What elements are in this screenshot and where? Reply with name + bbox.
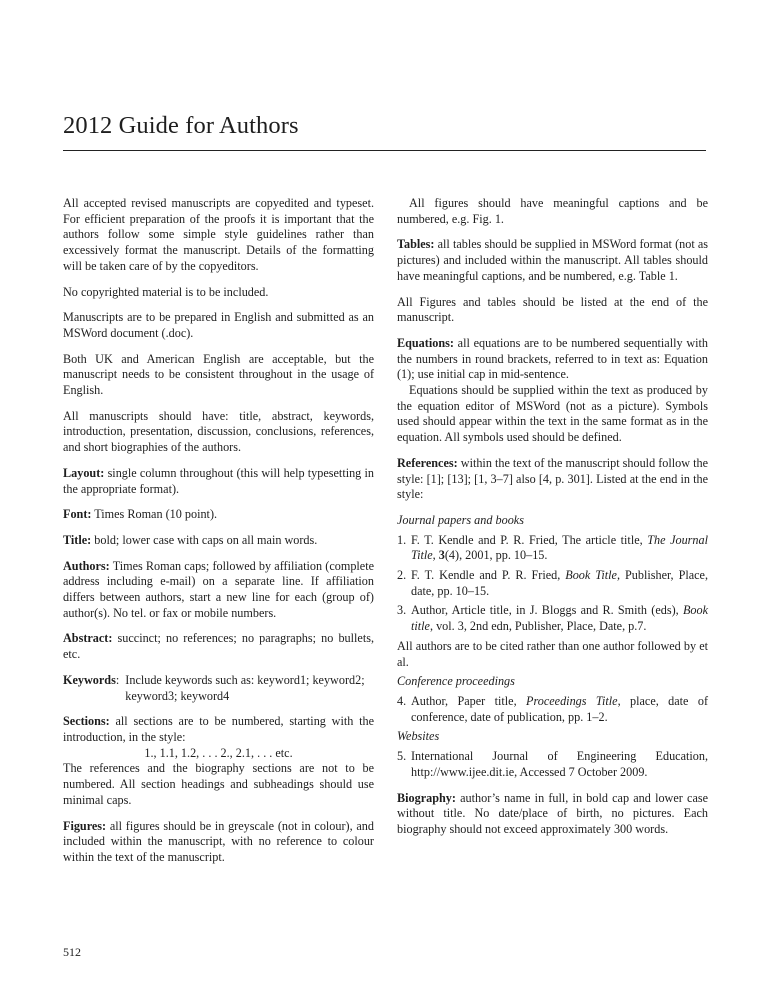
structure-paragraph: All manuscripts should have: title, abstract, keywords, introduction, presentation, discussion, conclusions, references, and short biographies of the authors. — [63, 408, 374, 455]
reference-item — [397, 749, 708, 780]
abstract-label: Abstract: — [63, 631, 113, 646]
reference-item — [397, 533, 708, 564]
authors-paragraph — [63, 559, 374, 622]
reference-number: 1. — [397, 532, 407, 547]
reference-number: 5. — [397, 749, 407, 764]
reference-text — [411, 568, 708, 599]
ref2-authors: F. T. Kendle and P. R. Fried, — [411, 568, 561, 583]
etal-paragraph: All authors are to be cited rather than one author followed by et al. — [397, 638, 708, 669]
tables-label: Tables: — [397, 237, 435, 252]
abstract-text: succinct; no references; no paragraphs; no bullets, etc. — [63, 631, 375, 662]
figures-paragraph — [63, 819, 374, 866]
keywords-text: Include keywords such as: keyword1; keyword2; keyword3; keyword4 — [125, 672, 365, 703]
keywords-label: Keywords — [63, 672, 116, 687]
biography-paragraph — [397, 791, 708, 838]
reference-text — [411, 533, 708, 564]
keywords-paragraph — [63, 673, 374, 704]
left-column — [63, 196, 374, 876]
reference-number: 3. — [397, 603, 407, 618]
figures-label: Figures: — [63, 818, 107, 833]
reference-item — [397, 694, 708, 725]
reference-text: International Journal of Engineering Education, http://www.ijee.dit.ie, Accessed 7 October 2009. — [411, 749, 708, 779]
font-paragraph — [63, 507, 374, 523]
authors-label: Authors: — [63, 558, 110, 573]
reference-text — [411, 694, 708, 725]
sections-paragraph — [63, 714, 374, 745]
ref4-authors: Author, Paper title, — [411, 693, 517, 708]
sections-after-paragraph: The references and the biography sections are not to be numbered. All section headings and subheadings should use minimal caps. — [63, 761, 374, 807]
tables-text: all tables should be supplied in MSWord format (not as pictures) and included within the manuscript. All tables should have meaningful captions, and be numbered, e.g. Table 1. — [397, 237, 709, 283]
reference-number: 2. — [397, 568, 407, 583]
listed-paragraph: All Figures and tables should be listed at the end of the manuscript. — [397, 294, 708, 325]
figure-captions-paragraph: All figures should have meaningful captions and be numbered, e.g. Fig. 1. — [397, 196, 708, 226]
sections-label: Sections: — [63, 714, 110, 729]
layout-text: single column throughout (this will help typesetting in the appropriate format). — [63, 465, 374, 496]
reference-text — [411, 603, 708, 634]
ref1-journal: The Journal Title, — [411, 532, 708, 563]
title-paragraph — [63, 533, 374, 549]
keywords-separator: : — [115, 672, 126, 687]
conference-reference-list — [397, 694, 708, 725]
page-title: 2012 Guide for Authors — [63, 112, 299, 139]
equations-editor-paragraph: Equations should be supplied within the text as produced by the equation editor of MSWord (not as a picture). Symbols used should appear within the text in the same format as in the equation. All symbols used should be defined. — [397, 383, 708, 445]
title-text: bold; lower case with caps on all main words. — [94, 532, 318, 547]
layout-paragraph — [63, 466, 374, 497]
ref3-book-title: Book title — [411, 603, 708, 634]
ref1-details: (4), 2001, pp. 10–15. — [444, 548, 548, 563]
conference-subheading: Conference proceedings — [397, 674, 515, 689]
ref3-authors: Author, Article title, in J. Bloggs and R. Smith (eds), — [411, 603, 679, 618]
title-rule — [63, 150, 706, 151]
references-label: References: — [397, 455, 458, 470]
font-text: Times Roman (10 point). — [94, 507, 218, 522]
title-label: Title: — [63, 532, 92, 547]
figures-text: all figures should be in greyscale (not in colour), and included within the manuscript, with no reference to colour within the text of the manuscript. — [63, 818, 374, 864]
reference-number: 4. — [397, 693, 407, 708]
equations-text: all equations are to be numbered sequentially with the numbers in round brackets, referred to in text as: Equation (1); use initial cap in mid-sentence. — [397, 335, 709, 382]
reference-item — [397, 603, 708, 634]
biography-text: author’s name in full, in bold cap and lower case without title. No date/place of birth, no pictures. Each biography should not exceed approximately 300 words. — [397, 790, 709, 836]
ref4-details: , place, date of conference, date of publication, pp. 1–2. — [411, 693, 709, 724]
ref1-volume: 3 — [438, 548, 445, 563]
journal-reference-list — [397, 533, 708, 635]
references-paragraph — [397, 456, 708, 503]
websites-subheading: Websites — [397, 729, 440, 744]
page-number: 512 — [63, 945, 81, 959]
reference-item — [397, 568, 708, 599]
journal-subheading: Journal papers and books — [397, 512, 524, 527]
website-reference-list — [397, 749, 708, 780]
ref4-proceedings-title: Proceedings Title — [526, 693, 618, 708]
ref2-book-title: Book Title, — [565, 568, 621, 583]
references-text: within the text of the manuscript should follow the style: [1]; [13]; [1, 3–7] also [4, p. 301]. Listed at the end in the style: — [397, 455, 708, 502]
ref3-details: , vol. 3, 2nd edn, Publisher, Place, Date, p.7. — [429, 619, 647, 634]
english-paragraph: Both UK and American English are acceptable, but the manuscript needs to be consistent throughout in the usage of English. — [63, 351, 374, 398]
language-paragraph: Manuscripts are to be prepared in English and submitted as an MSWord document (.doc). — [63, 310, 374, 340]
tables-paragraph — [397, 237, 708, 284]
authors-text: Times Roman caps; followed by affiliation (complete address including e-mail) on a separate line. If affiliation differs between authors, start a new line for each (group of) author(s). No tel. or fax or mobile numbers. — [63, 558, 375, 620]
ref1-authors: F. T. Kendle and P. R. Fried, The article title, — [411, 532, 643, 547]
abstract-paragraph — [63, 631, 374, 662]
equations-paragraph — [397, 336, 708, 383]
copyright-paragraph: No copyrighted material is to be included. — [63, 284, 269, 299]
sections-example: 1., 1.1, 1.2, . . . 2., 2.1, . . . etc. — [144, 745, 293, 760]
sections-text: all sections are to be numbered, starting with the introduction, in the style: — [63, 714, 375, 744]
ref2-details: Publisher, Place, date, pp. 10–15. — [411, 568, 709, 598]
biography-label: Biography: — [397, 790, 456, 805]
intro-paragraph: All accepted revised manuscripts are copyedited and typeset. For efficient preparation of the proofs it is important that the authors follow some simple style guidelines rather than excessively format the manuscript. Details of the formatting will be taken care of by the copyeditors. — [63, 196, 374, 273]
font-label: Font: — [63, 507, 92, 522]
right-column — [397, 196, 708, 848]
layout-label: Layout: — [63, 465, 105, 480]
equations-label: Equations: — [397, 335, 454, 350]
